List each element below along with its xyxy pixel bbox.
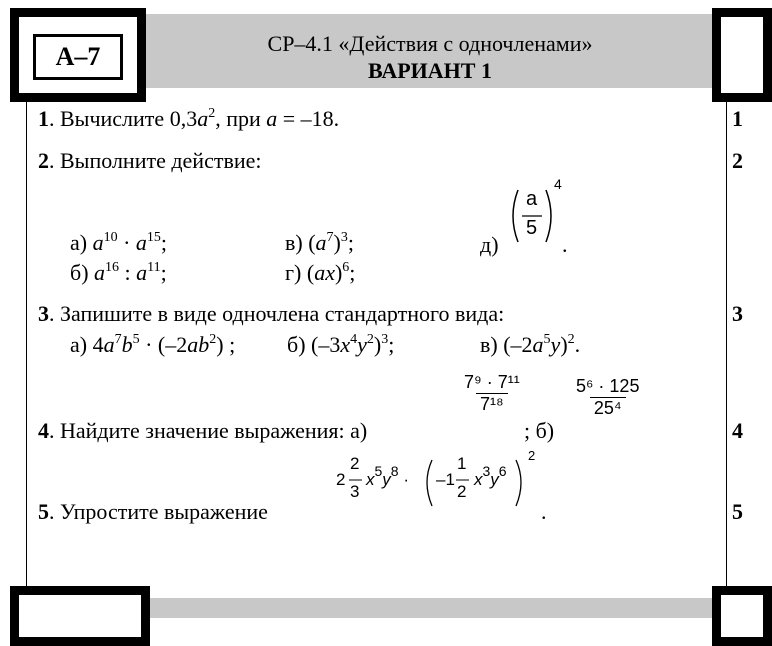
task-2d-label: д) <box>480 232 499 257</box>
task-4b-fraction: $\frac{\text{5⁶ · 125}}{\text{25⁴}}$ <box>576 376 640 418</box>
next-card-badge <box>712 8 772 102</box>
card-code: А–7 <box>33 34 123 80</box>
task-5-expression: 2 2 3 $x^5y^8$ · –1 1 2 $x^3y^6$ 2 <box>336 452 546 512</box>
task-2d-end: . <box>562 232 568 257</box>
task-4-separator: ; б) <box>524 418 555 443</box>
next-card-task-5: 5 <box>732 499 743 524</box>
task-5: 5. Упростите выражение <box>38 499 268 524</box>
worksheet-title: СР–4.1 «Действия с одночленами» <box>267 31 593 56</box>
task-3a: а) $4a^7b^5 \cdot (-2ab^2)$ ; <box>70 332 236 357</box>
card-code-badge <box>10 8 146 102</box>
task-1: 1. Вычислите $0,3a^2$, при a = –18. <box>38 106 340 131</box>
task-2a: а) $a^{10} \cdot a^{15}$; <box>70 230 168 255</box>
next-card-task-4: 4 <box>732 418 743 443</box>
task-2g: г) (ax)$^6$; <box>285 260 356 285</box>
next-row-badge-right <box>712 586 772 646</box>
task-3v: в) $(-2a^5y)^2$. <box>480 332 581 357</box>
task-2: 2. Выполните действие: <box>38 148 262 173</box>
next-row-badge <box>10 586 150 646</box>
variant-title: ВАРИАНТ 1 <box>368 58 492 83</box>
next-card-task-2: 2 <box>732 148 743 173</box>
next-card-header-band <box>150 598 712 618</box>
task-2v: в) $(a^7)^3$; <box>285 230 354 255</box>
task-4: 4. Найдите значение выражения: а) <box>38 418 368 443</box>
card-left-border <box>26 102 27 586</box>
next-card-task-3: 3 <box>732 301 743 326</box>
next-card-task-1: 1 <box>732 106 743 131</box>
task-3b: б) $(-3x^4y^2)^3$; <box>287 332 395 357</box>
task-5-end: . <box>541 499 547 524</box>
task-4a-fraction: $\frac{\text{7⁹ · 7¹¹}}{\text{7¹⁸}}$ <box>464 372 520 414</box>
task-2b: б) $a^{16}$ : $a^{11}$; <box>70 260 167 285</box>
task-3: 3. Запишите в виде одночлена стандартного вида: <box>38 301 505 326</box>
card-right-border <box>726 102 727 586</box>
